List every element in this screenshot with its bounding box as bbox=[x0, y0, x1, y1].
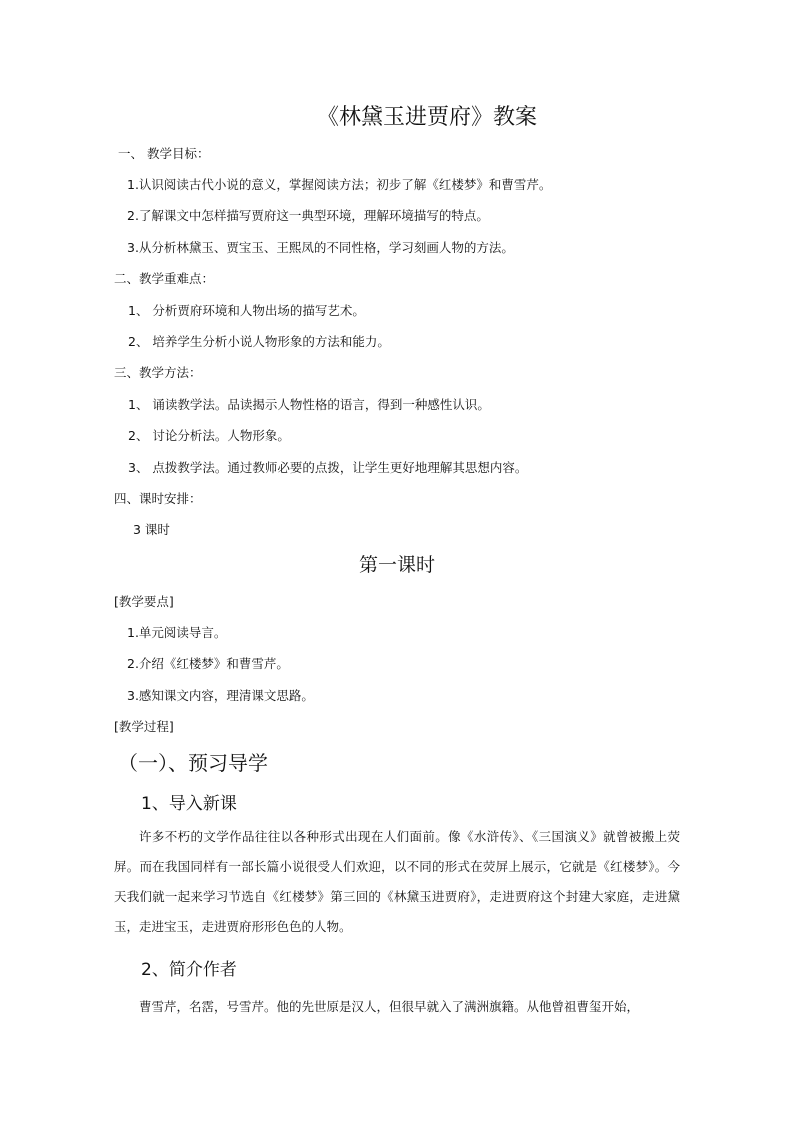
part-heading: （一）、预习导学 bbox=[118, 751, 268, 775]
key-point-item: 1.单元阅读导言。 bbox=[127, 625, 227, 640]
difficulty-item: 1、 分析贾府环境和人物出场的描写艺术。 bbox=[128, 303, 365, 318]
lesson-title: 第一课时 bbox=[358, 554, 435, 576]
section-heading-schedule: 四、课时安排： bbox=[114, 491, 202, 506]
method-item: 1、 诵读教学法。品读揭示人物性格的语言，得到一种感性认识。 bbox=[128, 397, 490, 412]
key-point-item: 3.感知课文内容，理清课文思路。 bbox=[127, 688, 314, 703]
method-item: 3、 点拨教学法。通过教师必要的点拨，让学生更好地理解其思想内容。 bbox=[128, 460, 528, 475]
goal-item: 3.从分析林黛玉、贾宝玉、王熙凤的不同性格，学习刻画人物的方法。 bbox=[127, 240, 514, 255]
method-item: 2、 讨论分析法。人物形象。 bbox=[128, 428, 290, 443]
author-paragraph: 曹雪芹，名霑，号雪芹。他的先世原是汉人，但很早就入了满洲旗籍。从他曾祖曹玺开始， bbox=[139, 999, 640, 1014]
key-points-label: [教学要点] bbox=[114, 594, 174, 609]
intro-paragraph: 许多不朽的文学作品往往以各种形式出现在人们面前。像《水浒传》、《三国演义》就曾被搬上荧屏。而在我国同样有一部长篇小说很受人们欢迎，以不同的形式在荧屏上展示，它就是《红楼梦》。今天我们就一起来学习节选自《红楼梦》第三回的《林黛玉进贾府》，走进贾府这个封建大家庭，走进黛玉，走进宝玉，走进贾府形形色色的人物。 bbox=[114, 829, 680, 934]
section-heading-key-difficulties: 二、教学重难点： bbox=[114, 271, 215, 286]
section-heading-goals: 一、 教学目标： bbox=[118, 146, 210, 161]
schedule-value: 3 课时 bbox=[133, 522, 170, 537]
subsection-heading: 2、简介作者 bbox=[141, 960, 237, 980]
process-label: [教学过程] bbox=[114, 719, 174, 734]
key-point-item: 2.介绍《红楼梦》和曹雪芹。 bbox=[127, 656, 289, 671]
goal-item: 2.了解课文中怎样描写贾府这一典型环境，理解环境描写的特点。 bbox=[127, 208, 489, 223]
difficulty-item: 2、 培养学生分析小说人物形象的方法和能力。 bbox=[128, 334, 390, 349]
page-title: 《林黛玉进贾府》教案 bbox=[316, 105, 537, 130]
goal-item: 1.认识阅读古代小说的意义，掌握阅读方法；初步了解《红楼梦》和曹雪芹。 bbox=[127, 177, 552, 192]
section-heading-methods: 三、教学方法： bbox=[114, 365, 202, 380]
subsection-heading: 1、导入新课 bbox=[141, 794, 237, 814]
